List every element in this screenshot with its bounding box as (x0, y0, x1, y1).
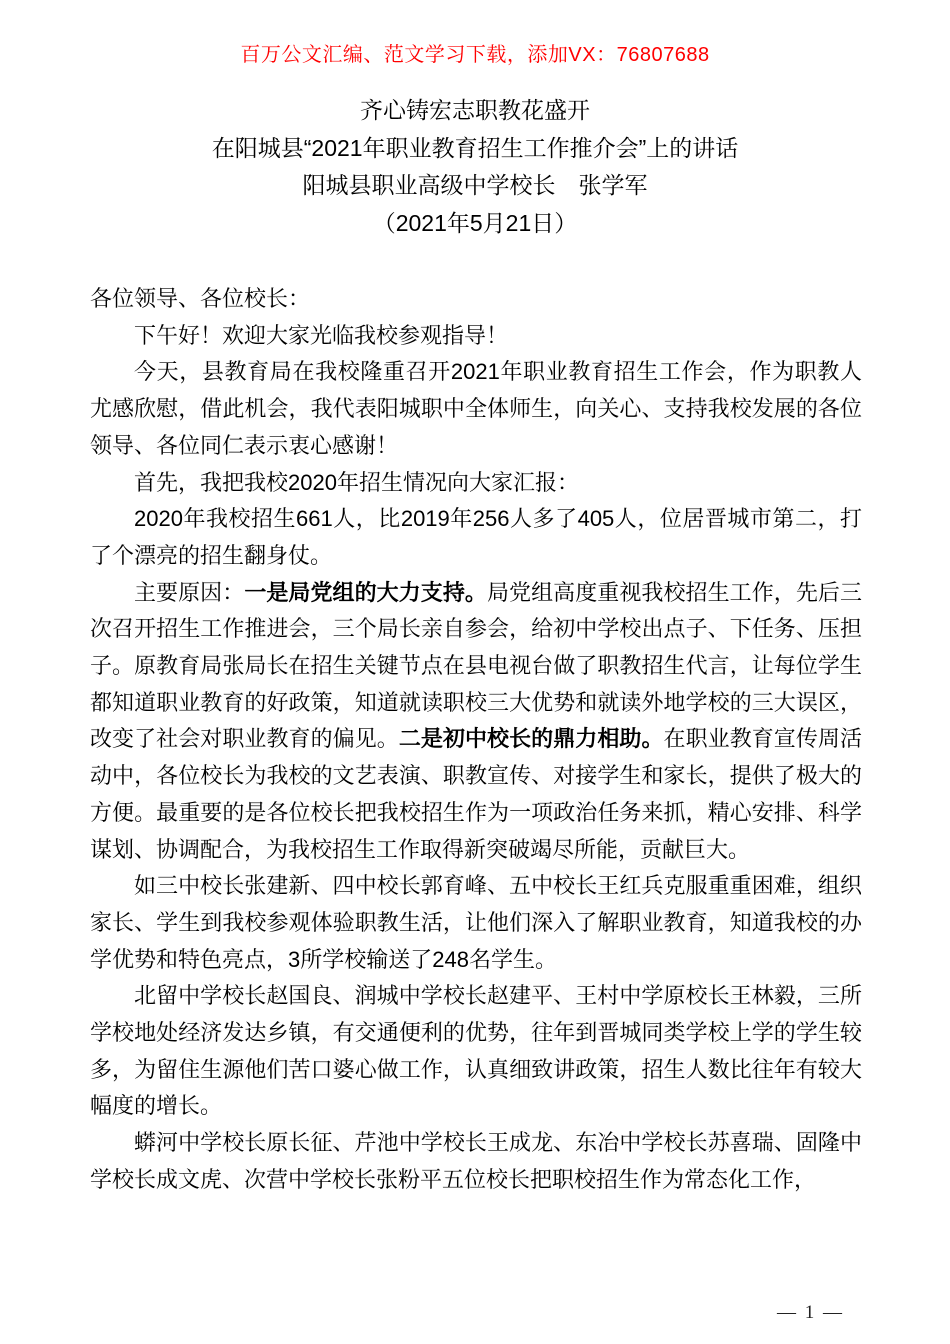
paragraph (90, 465, 862, 502)
promo-header-text: 百万公文汇编、范文学习下载，添加VX：76807688 (240, 44, 710, 66)
text-run: 今天，县教育局在我校隆重召开2021年职业教育招生工作会，作为职教人尤感欣慰，借此机会，我代表阳城职中全体师生，向关心、支持我校发展的各位领导、各位同仁表示衷心感谢！ (90, 359, 862, 458)
page-number: — 1 — (777, 1302, 844, 1323)
text-run: 各位领导、各位校长： (90, 286, 311, 311)
text-run: 北留中学校长赵国良、润城中学校长赵建平、王村中学原校长王林毅，三所学校地处经济发达乡镇，有交通便利的优势，往年到晋城同类学校上学的学生较多，为留住生源他们苦口婆心做工作，认真细致讲政策，招生人数比往年有较大幅度的增长。 (90, 983, 862, 1119)
doc-date: （2021年5月21日） (372, 209, 578, 236)
doc-title: 齐心铸宏志职教花盛开 (360, 97, 590, 123)
paragraph (90, 281, 862, 318)
bold-text-run: 二是初中校长的鼎力相助。 (398, 726, 664, 752)
text-run: 蟒河中学校长原长征、芹池中学校长王成龙、东冶中学校长苏喜瑞、固隆中学校长成文虎、次营中学校长张粉平五位校长把职校招生作为常态化工作， (90, 1130, 862, 1192)
text-run: 局党组高度重视我校招生工作，先后三次召开招生工作推进会，三个局长亲自参会，给初中学校出点子、下任务、压担子。原教育局张局长在招生关键节点在县电视台做了职教招生代言，让每位学生都知道职业教育的好政策，知道就读职校三大优势和就读外地学校的三大误区，改变了社会对职业教育的偏见。 (90, 579, 862, 752)
text-run: 首先，我把我校2020年招生情况向大家汇报： (134, 469, 579, 495)
text-run: 2020年我校招生661人，比2019年256人多了405人，位居晋城市第二，打了个漂亮的招生翻身仗。 (90, 506, 862, 568)
paragraph (90, 354, 862, 464)
doc-subtitle: 在阳城县“2021年职业教育招生工作推介会”上的讲话 (211, 134, 739, 161)
document-body (90, 281, 862, 1199)
paragraph (90, 318, 862, 355)
doc-speaker: 阳城县职业高级中学校长 张学军 (302, 172, 648, 198)
paragraph (90, 575, 862, 869)
text-run: 在职业教育宣传周活动中，各位校长为我校的文艺表演、职教宣传、对接学生和家长，提供了极大的方便。最重要的是各位校长把我校招生作为一项政治任务来抓，精心安排、科学谋划、协调配合，为我校招生工作取得新突破竭尽所能，贡献巨大。 (90, 726, 862, 862)
paragraph (90, 1125, 862, 1198)
text-run: 如三中校长张建新、四中校长郭育峰、五中校长王红兵克服重重困难，组织家长、学生到我校参观体验职教生活，让他们深入了解职业教育，知道我校的办学优势和特色亮点，3所学校输送了248名学生。 (90, 873, 862, 972)
paragraph (90, 978, 862, 1125)
bold-text-run: 一是局党组的大力支持。 (244, 579, 487, 605)
text-run: 下午好！欢迎大家光临我校参观指导！ (134, 322, 509, 348)
text-run: 主要原因： (134, 579, 245, 605)
paragraph (90, 868, 862, 978)
paragraph (90, 501, 862, 574)
title-block (0, 92, 950, 242)
